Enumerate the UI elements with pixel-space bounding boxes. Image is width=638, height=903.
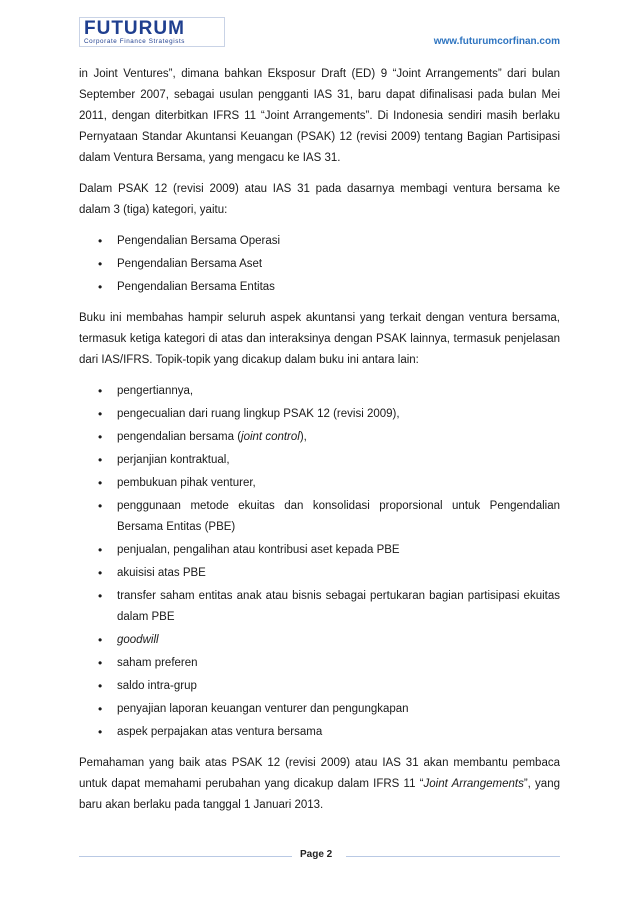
page-content (79, 64, 560, 826)
logo-tagline: Corporate Finance Strategists (84, 38, 186, 45)
footer-divider-right (346, 856, 560, 857)
list-item (79, 630, 560, 651)
list-item: • pengertiannya, (79, 381, 560, 402)
topic-list (79, 381, 560, 743)
topic-text: pengendalian bersama ( (117, 431, 242, 443)
closing-text: ”, yang baru akan berlaku pada tanggal 1 Januari 2013. (79, 778, 560, 811)
footer-divider-left (79, 856, 292, 857)
list-item: • transfer saham entitas anak atau bisnis sebagai pertukaran bagian partisipasi ekuitas dalam PBE (79, 586, 560, 628)
paragraph-intro: in Joint Ventures”, dimana bahkan Eksposur Draft (ED) 9 “Joint Arrangements” dari bulan September 2007, sebagai usulan pengganti IAS 31, baru dapat difinalisasi pada bulan Mei 2011, dengan diterbitkan IFRS 11 “Joint Arrangements”. Di Indonesia sendiri masih berlaku Pernyataan Standar Akuntansi Keuangan (PSAK) 12 (revisi 2009) tentang Bagian Partisipasi dalam Ventura Bersama, yang mengacu ke IAS 31. (79, 68, 560, 164)
futurum-logo (79, 17, 225, 47)
paragraph-topics-intro: Buku ini membahas hampir seluruh aspek akuntansi yang terkait dengan ventura bersama, termasuk ketiga kategori di atas dan interaksinya dengan PSAK lainnya, termasuk penjelasan dari IAS/IFRS. Topik-topik yang dicakup dalam buku ini antara lain: (79, 312, 560, 366)
list-item: • penjualan, pengalihan atau kontribusi aset kepada PBE (79, 540, 560, 561)
paragraph-closing (79, 753, 560, 816)
topic-text: ), (299, 431, 307, 443)
paragraph-categories-intro: Dalam PSAK 12 (revisi 2009) atau IAS 31 pada dasarnya membagi ventura bersama ke dalam 3 (tiga) kategori, yaitu: (79, 183, 560, 216)
list-item: • Pengendalian Bersama Operasi (79, 231, 560, 252)
list-item: • penyajian laporan keuangan venturer dan pengungkapan (79, 699, 560, 720)
page-number: Page 2 (300, 849, 333, 860)
closing-text: Pemahaman yang baik atas PSAK 12 (revisi 2009) atau IAS 31 akan membantu pembaca untuk dapat memahami perubahan yang dicakup dalam IFRS 11 “ (79, 757, 560, 790)
list-item: • Pengendalian Bersama Aset (79, 254, 560, 275)
list-item: • penggunaan metode ekuitas dan konsolidasi proporsional untuk Pengendalian Bersama Entitas (PBE) (79, 496, 560, 538)
list-item: • akuisisi atas PBE (79, 563, 560, 584)
list-item (79, 427, 560, 448)
list-item: • aspek perpajakan atas ventura bersama (79, 722, 560, 743)
list-item: • saldo intra-grup (79, 676, 560, 697)
closing-emphasis: Joint Arrangements (423, 778, 524, 790)
category-list (79, 231, 560, 298)
list-item: • saham preferen (79, 653, 560, 674)
topic-emphasis: joint control (241, 431, 300, 443)
list-item: • pengecualian dari ruang lingkup PSAK 12 (revisi 2009), (79, 404, 560, 425)
list-item: • Pengendalian Bersama Entitas (79, 277, 560, 298)
topic-emphasis: goodwill (117, 634, 159, 646)
website-link[interactable]: www.futurumcorfinan.com (433, 36, 560, 47)
logo-wordmark: FUTURUM (84, 18, 185, 39)
list-item: • pembukuan pihak venturer, (79, 473, 560, 494)
list-item: • perjanjian kontraktual, (79, 450, 560, 471)
